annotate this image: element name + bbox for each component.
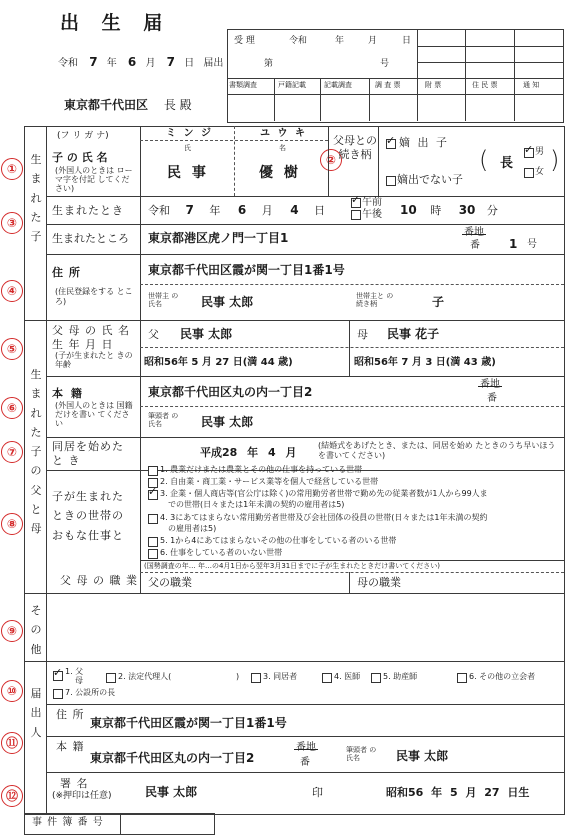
notifier-banchi-label: 番地 [296,742,316,753]
notifier-q3-checkbox[interactable] [251,673,261,683]
cohabit-label: 同居を始めた と き [52,440,124,468]
child-given[interactable]: 優 樹 [259,165,301,181]
parents-domicile[interactable]: 東京都千代田区丸の内一丁目2 [148,385,313,399]
mother-job-label[interactable]: 母の職業 [357,576,401,589]
notifier-q1b-label: 母 [75,676,83,685]
pm-checkbox[interactable] [351,210,361,220]
notifier-address-label: 住 所 [56,708,85,721]
num-10: ⑩ [1,680,23,702]
occ-3-label-cont: での世帯(日々または1年未満の契約の雇用者は5) [168,500,345,509]
notifier-head-name[interactable]: 民事 太郎 [396,749,449,763]
notifier-q7-label: 7. 公設所の長 [65,688,116,697]
occ-5-label: 5. 1から4にあてはまらないその他の仕事をしている者のいる世帯 [160,536,397,545]
addressee [64,99,192,111]
notifier-q1-check-icon: ✓ [53,666,63,679]
householder-label: 世帯主 の氏名 [148,292,179,309]
received-go-label: 号 [380,59,390,69]
sign-note: (※押印は任意) [52,791,112,801]
legit-check-icon: ✓ [386,134,396,147]
father-job-label[interactable]: 父の職業 [148,576,192,589]
submission-date [58,56,223,69]
received-month-unit: 月 [368,36,378,46]
era: 令和 [58,58,78,69]
received-num-label: 第 [264,59,274,69]
office-col-6: 住 民 票 [472,81,498,89]
birth-hour[interactable]: 10 [400,203,417,217]
birth-time-label: 生まれたとき [52,204,124,217]
head-name[interactable]: 民事 太郎 [201,415,254,429]
notifier-q1-label: 1. 父 [65,667,84,676]
householder-relation[interactable]: 子 [432,295,445,309]
occ-5-checkbox[interactable] [148,537,158,547]
num-12: ⑫ [1,785,23,807]
child-surname[interactable]: 民 事 [167,165,209,181]
male-check-icon: ✓ [524,143,534,156]
notifier-q2-end: ) [236,672,240,681]
householder-rel-label: 世帯主と の続き柄 [356,292,394,309]
male-label: 男 [535,147,545,157]
go-label: 号 [527,239,537,250]
birth-year[interactable]: 7 [185,203,194,217]
office-col-7: 通 知 [523,81,540,89]
father-birth[interactable]: 昭和56年 5 月 27 日(満 44 歳) [144,357,293,368]
surname-caption: 氏 [184,144,191,152]
notifier-signature[interactable]: 民事 太郎 [145,785,198,799]
received-era: 令和 [289,36,308,46]
notifier-q4-checkbox[interactable] [322,673,332,683]
domicile-ban-label: 番 [487,393,497,404]
occ-4-label: 4. 3にあてはまらない常用勤労者世帯及び会社団体の役員の世帯(日々または1年未満の契約 [160,513,488,522]
notifier-birth[interactable]: 昭和56 年 5 月 27 日生 [386,786,530,799]
occ-4-checkbox[interactable] [148,514,158,524]
child-name-note: (外国人のときは ローマ字を付記 してください) [55,166,133,194]
num-8: ⑧ [1,513,23,535]
office-col-1: 書類調査 [229,81,257,89]
occ-1-checkbox[interactable] [148,466,158,476]
cohabit-date[interactable]: 平成28 年 4 月 [200,446,297,459]
hour-unit: 時 [430,204,442,217]
child-name-label: 子 の 氏 名 [52,151,108,164]
received-year-unit: 年 [335,36,345,46]
received-day-unit: 日 [402,36,412,46]
minute-unit: 分 [486,204,498,217]
mother-label: 母 [357,328,368,341]
domicile-note: (外国人のときは 国籍だけを書い てください [55,401,133,429]
notifier-q4-label: 4. 医師 [334,672,361,681]
notifier-address[interactable]: 東京都千代田区霞が関一丁目1番1号 [90,716,287,730]
address-note: (住民登録をする ところ) [55,287,133,306]
illegit-label: 嫡出でない子 [397,173,463,186]
occ-1-label: 1. 農業だけまたは農業とその他の仕事を持っている世帯 [160,465,363,474]
female-checkbox[interactable] [524,168,534,178]
paren-right: ) [550,146,560,174]
birth-era: 令和 [148,204,170,217]
mother-name[interactable]: 民事 花子 [387,327,440,341]
notifier-q5-label: 5. 助産師 [383,672,418,681]
am-check-icon: ✓ [351,193,361,206]
occ-2-label: 2. 自由業・商工業・サービス業等を個人で経営している世帯 [160,477,379,486]
office-col-5: 附 票 [425,81,442,89]
surname-kana[interactable]: ミ ン ジ [166,128,213,139]
notifier-domicile[interactable]: 東京都千代田区丸の内一丁目2 [90,751,255,765]
domicile-label: 本 籍 [52,387,84,400]
submitted-label: 届出 [203,58,224,69]
illegit-checkbox[interactable] [386,176,396,186]
num-3: ③ [1,212,23,234]
paren-left: ( [479,146,489,174]
submit-day[interactable]: 7 [166,55,176,69]
other-label: その他 [30,604,42,656]
office-col-4: 調 査 票 [375,81,401,89]
parents-name-note: (子が生まれたと きの年齢 [55,351,133,370]
notifier-label: 届出人 [30,687,42,739]
notifier-q5-checkbox[interactable] [371,673,381,683]
day-unit: 日 [184,58,195,69]
birth-minute[interactable]: 30 [458,203,476,217]
birth-place-label: 生まれたところ [52,232,129,245]
occ-4-label-cont: の雇用者は5) [168,524,217,533]
parents-name-label: 父 母 の 氏 名 生 年 月 日 [52,324,130,352]
householder-name[interactable]: 民事 太郎 [201,295,254,309]
mother-birth[interactable]: 昭和56年 7 月 3 日(満 43 歳) [354,357,496,368]
num-4: ④ [1,280,23,302]
address-label: 住 所 [52,266,81,279]
occupation-label: 子が生まれた ときの世帯の おもな仕事と [52,490,124,542]
cohabit-note: (結婚式をあげたとき、または、同居を始め たときのうち早いほうを書いてください) [318,441,556,460]
sign-label: 署 名 [60,777,89,790]
banchi-strike [462,234,486,235]
addressee-city[interactable]: 東京都千代田区 [64,98,149,112]
received-label: 受 理 [234,36,255,46]
female-label: 女 [535,167,545,177]
census-note: (国勢調査の年… 年…の4月1日から翌年3月31日までに子が生まれたときだけ書いてください) [144,562,440,570]
birth-place[interactable]: 東京都港区虎ノ門一丁目1 [148,231,289,245]
num-5: ⑤ [1,338,23,360]
month-unit: 月 [145,58,156,69]
submit-year[interactable]: 7 [89,55,98,69]
father-name[interactable]: 民事 太郎 [180,327,233,341]
born-child-label: 生まれた子 [30,153,42,243]
addressee-suffix: 長 殿 [163,98,192,112]
ban-label: 番 [470,240,480,251]
notifier-banchi-strike [294,749,318,750]
seal-label: 印 [312,786,323,799]
am-label: 午前 [362,197,382,208]
num-7: ⑦ [1,441,23,463]
given-caption: 名 [279,144,286,152]
place-go-number[interactable]: 1 [509,237,518,251]
notifier-q3-label: 3. 同居者 [263,672,298,681]
notifier-q2-checkbox[interactable] [106,673,116,683]
occ-6-checkbox[interactable] [148,549,158,559]
occ-3-label: 3. 企業・個人商店等(官公庁は除く)の常用勤労者世帯で勤め先の従業者数が1人から99人ま [160,489,488,498]
num-6: ⑥ [1,397,23,419]
submit-month[interactable]: 6 [127,55,137,69]
head-label: 筆頭者 の氏名 [148,412,179,429]
birth-time [400,204,498,216]
relation-label: 父母との 続き柄 [333,134,377,162]
given-kana[interactable]: ユ ウ キ [260,128,307,139]
parents-label: 生まれた子の父と母 [30,368,42,535]
birth-month[interactable]: 6 [237,203,247,217]
occ-6-label: 6. 仕事をしている者のいない世帯 [160,548,283,557]
occ-3-check-icon: ✓ [148,485,158,498]
office-col-2: 戸籍記載 [278,81,306,89]
num-11: ⑪ [1,732,23,754]
num-1: ① [1,158,23,180]
child-address[interactable]: 東京都千代田区霞が関一丁目1番1号 [148,263,345,277]
num-2: ② [320,149,342,171]
case-number-label: 事 件 簿 番 号 [32,817,104,828]
birth-order[interactable]: 長 [500,156,514,171]
notifier-head-label: 筆頭者 の氏名 [346,746,377,763]
notifier-q6-label: 6. その他の立会者 [469,672,536,681]
notifier-domicile-label: 本 籍 [56,740,85,753]
birth-date: 令和 7 年 6 月 4 日 [148,203,326,217]
domicile-banchi-label: 番地 [480,379,500,390]
notifier-q6-checkbox[interactable] [457,673,467,683]
year-unit: 年 [106,58,117,69]
office-col-3: 記載調査 [324,81,352,89]
furigana-label: (フ リ ガ ナ) [57,131,109,141]
form-title: 出 生 届 [60,12,171,34]
birth-day[interactable]: 4 [290,203,299,217]
num-9: ⑨ [1,620,23,642]
domicile-banchi-strike [478,386,502,387]
legit-label: 嫡 出 子 [399,136,449,149]
notifier-q7-checkbox[interactable] [53,689,63,699]
notifier-q2-label: 2. 法定代理人( [118,672,172,681]
job-label: 父 母 の 職 業 [60,574,138,587]
pm-label: 午後 [362,209,382,220]
banchi-label: 番地 [464,227,484,238]
notifier-ban-label: 番 [300,757,310,768]
father-label: 父 [148,328,159,341]
